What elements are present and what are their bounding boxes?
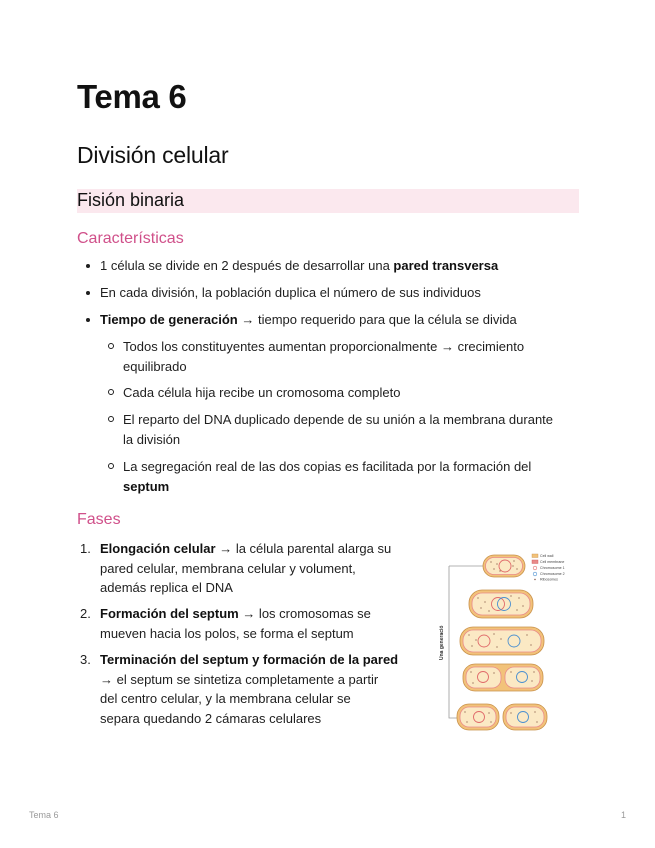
sub-bullet-bold: septum (123, 478, 170, 494)
item-bold: Elongación celular (100, 541, 216, 556)
cell-stage-1 (483, 555, 525, 577)
legend-label: Chromosome 2 (540, 572, 565, 576)
sub-bullet-text: El reparto del DNA duplicado depende de su unión a la membrana durante (123, 412, 554, 427)
item-number: 1. (80, 541, 91, 556)
bullet-bold: pared transversa (393, 258, 499, 273)
bullet-ring (108, 389, 114, 395)
bullet-dot (86, 264, 90, 268)
section-heading: División celular (77, 142, 229, 168)
item-text: → la célula parental alarga su (215, 541, 392, 556)
item-bold: Terminación del septum y formación de la pared (100, 652, 399, 667)
bullet-ring (108, 463, 114, 469)
legend-wall-swatch (532, 554, 538, 558)
sub-bullet-text: La segregación real de las dos copias es facilitada por la formación del (123, 459, 532, 474)
legend-chrom1-swatch (533, 566, 537, 570)
page-number: 1 (620, 810, 626, 820)
item-text: → el septum se sintetiza completamente a partir (100, 671, 379, 687)
item-text: pared celular, membrana celular y volument, (100, 560, 356, 576)
item-text: del centro celular, y la membrana celular se (100, 691, 351, 706)
page-title: Tema 6 (77, 78, 187, 115)
sub-bullet-text: Cada célula hija recibe un cromosoma completo (123, 385, 401, 400)
binary-fission-figure (439, 548, 579, 734)
sub-bullet-text: equilibrado (123, 358, 187, 374)
bullet-ring (108, 416, 114, 422)
generation-axis-label: Una generació (439, 625, 445, 660)
cell-stage-2 (469, 590, 533, 618)
bullet-text: 1 célula se divide en 2 después de desarrollar una (100, 258, 394, 273)
cell-stage-3 (460, 627, 544, 655)
item-text: mueven hacia los polos, se forma el septum (100, 625, 354, 641)
subsection-heading: Fisión binaria (77, 190, 185, 210)
item-text: además replica el DNA (100, 580, 233, 595)
sub-bullet-text: Todos los constituyentes aumentan proporcionalmente → crecimiento (123, 339, 525, 354)
fases-heading: Fases (77, 511, 121, 528)
legend-label: Cell wall (540, 554, 554, 558)
legend-label: Cell membrane (540, 560, 565, 564)
bullet-dot (86, 318, 90, 322)
item-number: 2. (80, 606, 91, 621)
sub-bullet-text: la división (123, 431, 181, 447)
figure-legend (532, 554, 565, 582)
legend-label: Ribosomes (540, 577, 558, 582)
legend-chrom2-swatch (533, 572, 537, 576)
footer-title: Tema 6 (29, 810, 59, 820)
bullet-ring (108, 343, 114, 349)
legend-membrane-swatch (532, 560, 538, 564)
legend-label: Chromosome 1 (540, 566, 565, 570)
bullet-dot (86, 291, 90, 295)
bullet-bold: Tiempo de generación (100, 312, 238, 327)
caracteristicas-heading: Características (77, 230, 184, 247)
bullet-text: En cada división, la población duplica el número de sus individuos (100, 285, 481, 300)
bullet-text: → tiempo requerido para que la célula se divida (237, 312, 517, 327)
item-number: 3. (80, 652, 91, 667)
legend-ribosome-swatch (534, 579, 535, 580)
cell-stage-5 (457, 704, 547, 730)
item-text: → los cromosomas se (238, 606, 371, 621)
item-bold: Formación del septum (100, 606, 239, 621)
item-text: separa quedando 2 cámaras celulares (100, 710, 322, 726)
cell-stage-4 (463, 664, 543, 691)
